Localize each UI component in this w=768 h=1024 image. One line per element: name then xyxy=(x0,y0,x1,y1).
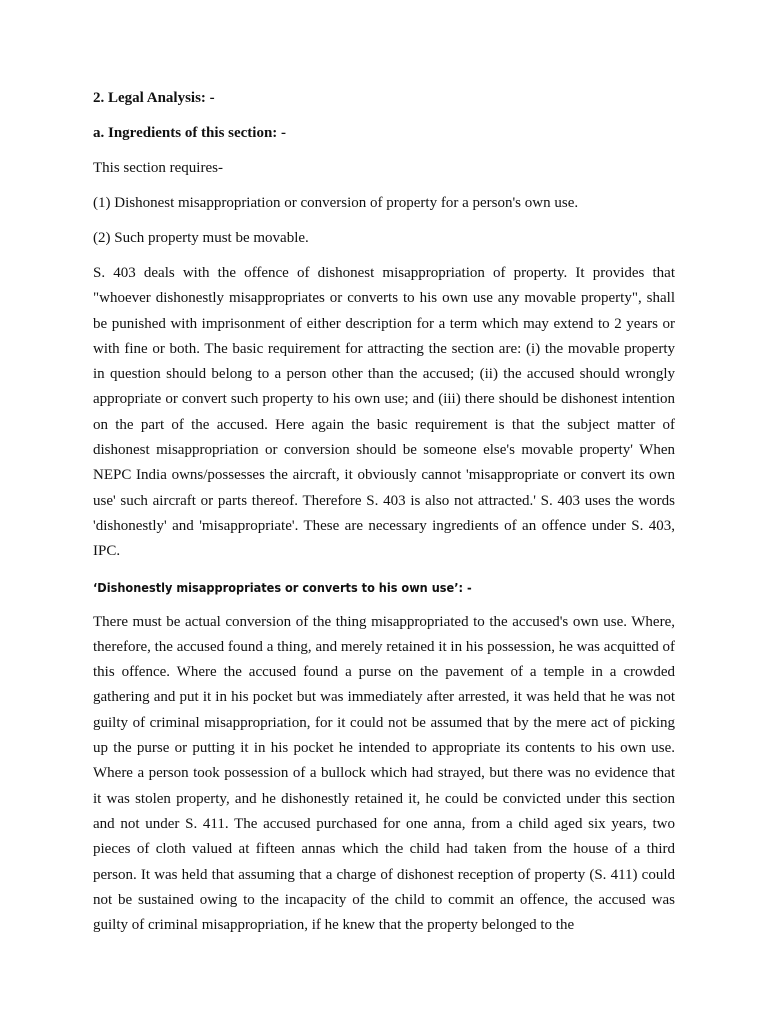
section-heading: 2. Legal Analysis: - xyxy=(93,90,215,106)
requirement-item-1: (1) Dishonest misappropriation or conversion of property for a person's own use. xyxy=(93,195,579,211)
paragraph-s403-analysis: S. 403 deals with the offence of dishonest misappropriation of property. It provides that "whoever dishonestly misappropriates or converts to his own use any movable property", shall be punished with imprisonment of either description for a term which may extend to 2 years or with fine or both. The basic requirement for attracting the section are: (i) the movable property in question should belong to a person other than the accused; (ii) the accused should wrongly appropriate or convert such property to his own use; and (iii) there should be dishonest intention on the part of the accused. Here again the basic requirement is that the subject matter of dishonest misappropriation or conversion should be someone else's movable property' When NEPC India owns/possesses the aircraft, it obviously cannot 'misappropriate or convert its own use' such aircraft or parts thereof. Therefore S. 403 is also not attracted.' S. 403 uses the words 'dishonestly' and 'misappropriate'. These are necessary ingredients of an offence under S. 403, IPC. xyxy=(93,265,675,560)
paragraph-conversion: There must be actual conversion of the thing misappropriated to the accused's own use. Where, therefore, the accused found a thing, and merely retained it in his possession, he was acquitted of this offence. Where the accused found a purse on the pavement of a temple in a crowded gathering and put it in his pocket but was immediately after arrested, it was held that he was not guilty of criminal misappropriation, for it could not be assumed that by the mere act of picking up the purse or putting it in his pocket he intended to appropriate its contents to his own use. Where a person took possession of a bullock which had strayed, but there was no evidence that it was stolen property, and he dishonestly retained it, he could be convicted under this section and not under S. 411. The accused purchased for one anna, from a child aged six years, two pieces of cloth valued at fifteen annas which the child had taken from the house of a third person. It was held that assuming that a charge of dishonest reception of property (S. 411) could not be sustained owing to the incapacity of the child to commit an offence, the accused was guilty of criminal misappropriation, if he knew that the property belonged to the xyxy=(93,613,675,934)
intro-text: This section requires- xyxy=(93,160,223,176)
document-page xyxy=(93,86,675,948)
quote-heading: ‘Dishonestly misappropriates or converts to his own use’: - xyxy=(93,579,472,595)
subsection-heading: a. Ingredients of this section: - xyxy=(93,125,287,141)
requirement-item-2: (2) Such property must be movable. xyxy=(93,230,309,246)
